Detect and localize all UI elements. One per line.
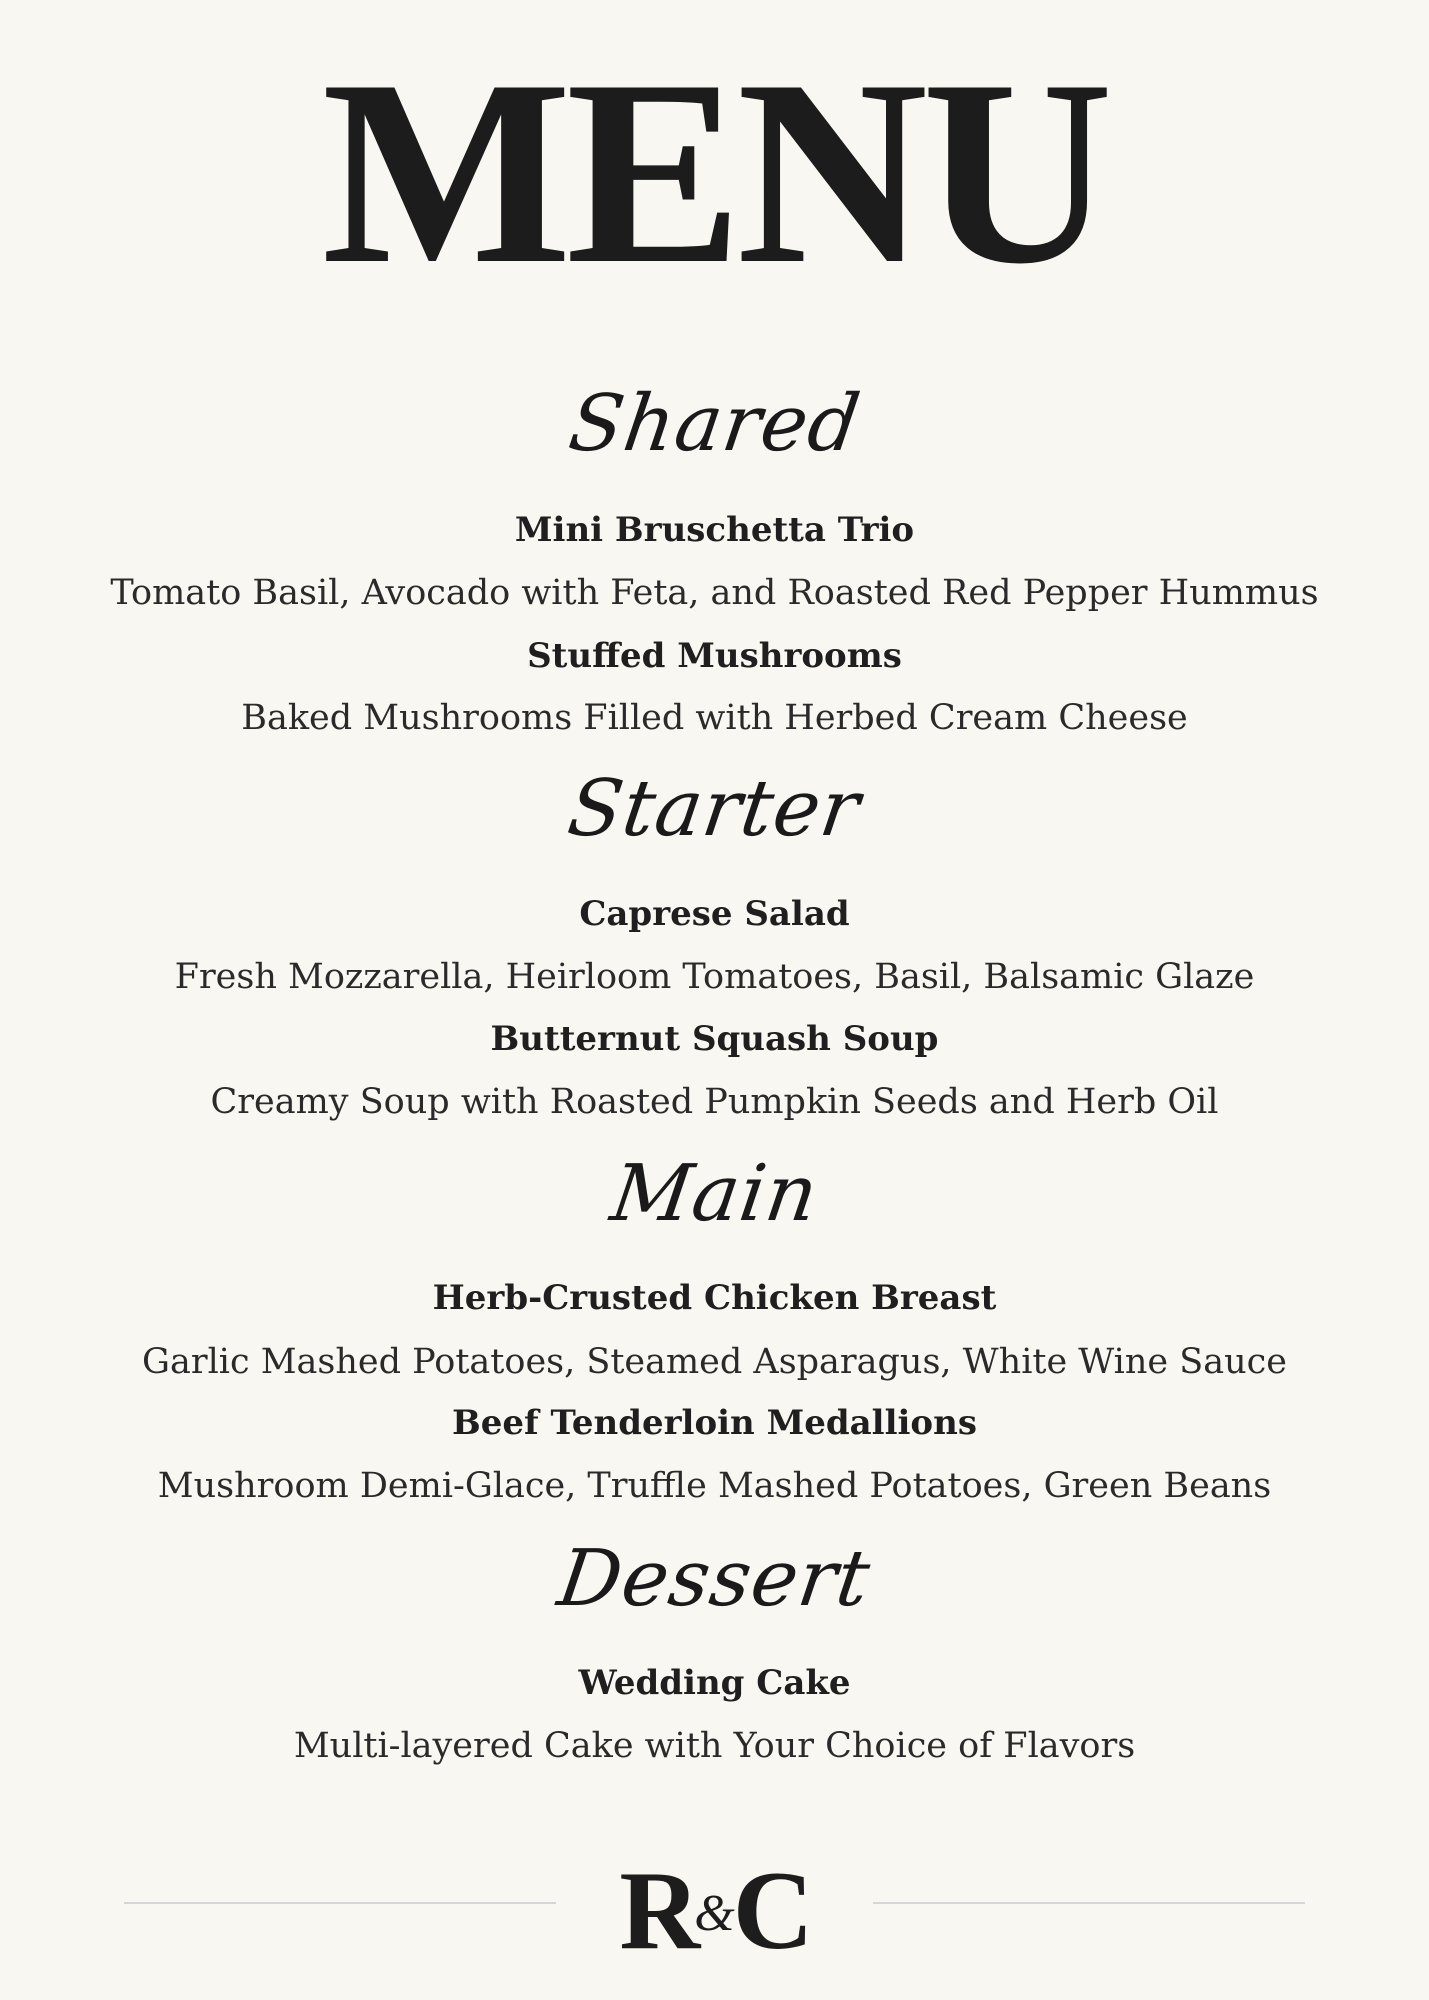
menu-item-description-text: Creamy Soup with Roasted Pumpkin Seeds and Herb Oil	[210, 1082, 1219, 1122]
menu-item-description-text: Baked Mushrooms Filled with Herbed Cream Cheese	[241, 698, 1188, 738]
menu-item-name	[0, 1663, 1429, 1704]
menu-item-description	[0, 1725, 1429, 1767]
menu-item-description	[0, 1465, 1429, 1507]
menu-item-description-text: Mushroom Demi-Glace, Truffle Mashed Potatoes, Green Beans	[157, 1466, 1272, 1506]
menu-item-description-text: Tomato Basil, Avocado with Feta, and Roasted Red Pepper Hummus	[110, 573, 1319, 613]
menu-item-description-text: Multi-layered Cake with Your Choice of Flavors	[293, 1726, 1136, 1766]
menu-item-name-text: Herb-Crusted Chicken Breast	[432, 1278, 997, 1318]
menu-item-description	[0, 697, 1429, 739]
menu-item-description	[0, 956, 1429, 998]
menu-item-name	[0, 1403, 1429, 1444]
menu-item-description-text: Garlic Mashed Potatoes, Steamed Asparagus, White Wine Sauce	[142, 1342, 1287, 1382]
menu-item-name-text: Wedding Cake	[578, 1663, 851, 1703]
menu-item-name-text: Stuffed Mushrooms	[527, 636, 902, 676]
section-title-dessert: Dessert	[552, 1534, 877, 1624]
menu-item-name-text: Beef Tenderloin Medallions	[452, 1403, 977, 1443]
menu-item-name	[0, 894, 1429, 935]
menu-item-description	[0, 1081, 1429, 1123]
menu-item-description	[0, 572, 1429, 614]
monogram-logo	[0, 1849, 1429, 1973]
menu-item-description-text: Fresh Mozzarella, Heirloom Tomatoes, Basil, Balsamic Glaze	[174, 957, 1255, 997]
section-shared-title-wrap	[0, 379, 1429, 469]
monogram-first-initial: R	[619, 1849, 697, 1973]
menu-item-name-text: Butternut Squash Soup	[490, 1019, 939, 1059]
section-title-main: Main	[605, 1149, 824, 1239]
menu-item-name: Mini Bruschetta Trio	[514, 510, 915, 550]
section-main-title-wrap	[0, 1149, 1429, 1239]
menu-title: MENU	[321, 26, 1108, 319]
menu-item-description	[0, 1341, 1429, 1383]
menu-item-name	[0, 636, 1429, 677]
section-dessert-title-wrap	[0, 1534, 1429, 1624]
menu-item-name	[0, 1278, 1429, 1319]
monogram-second-initial: C	[732, 1849, 810, 1973]
section-title-starter: Starter	[562, 764, 866, 854]
section-title-shared: Shared	[563, 379, 866, 469]
section-starter-title-wrap	[0, 764, 1429, 854]
menu-item-name	[0, 1019, 1429, 1060]
menu-item-name-text: Caprese Salad	[579, 894, 850, 934]
monogram-ampersand: &	[694, 1885, 735, 1942]
